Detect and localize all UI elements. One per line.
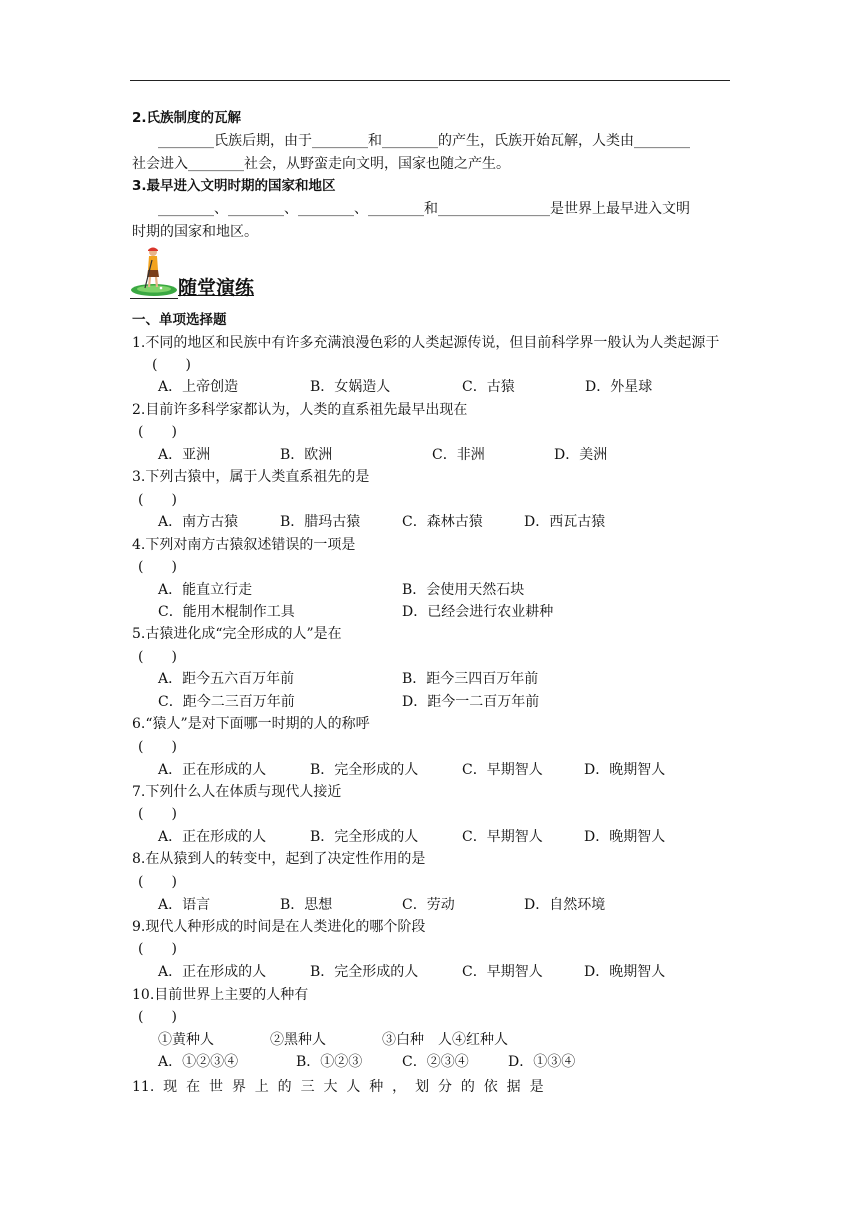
q5-option-a: A．距今五六百万年前: [158, 671, 295, 687]
q8-option-a: A．语言: [158, 897, 211, 913]
q3-option-c: C．森林古猿: [402, 514, 483, 530]
question-6-paren: ( ): [138, 739, 177, 755]
q8-option-b: B．思想: [280, 897, 333, 913]
question-5-paren: ( ): [138, 649, 177, 665]
q8-option-d: D．自然环境: [524, 897, 606, 913]
question-7-paren: ( ): [138, 806, 177, 822]
q10-option-d: D．①③④: [508, 1054, 576, 1070]
q1-option-a: A．上帝创造: [158, 379, 239, 395]
q6-option-a: A．正在形成的人: [158, 762, 267, 778]
q5-option-b: B．距今三四百万年前: [402, 671, 539, 687]
question-8-stem: 8.在从猿到人的转变中，起到了决定性作用的是: [132, 851, 426, 867]
q6-option-d: D．晚期智人: [584, 762, 666, 778]
q4-option-b: B．会使用天然石块: [402, 582, 525, 598]
q2-option-b: B．欧洲: [280, 447, 333, 463]
question-5-stem: 5.古猿进化成“完全形成的人”是在: [132, 626, 342, 642]
q10-option-b: B．①②③: [296, 1054, 363, 1070]
section-rule: [130, 298, 178, 299]
question-9-paren: ( ): [138, 941, 177, 957]
q1-option-b: B．女娲造人: [310, 379, 391, 395]
header-rule: [130, 80, 730, 81]
question-2-stem: 2.目前许多科学家都认为，人类的直系祖先最早出现在: [132, 402, 468, 418]
q6-option-c: C．早期智人: [462, 762, 543, 778]
question-11-stem: 11. 现 在 世 界 上 的 三 大 人 种 ， 划 分 的 依 据 是: [132, 1079, 544, 1095]
question-3-paren: ( ): [138, 492, 177, 508]
part2-line2: 社会进入________社会，从野蛮走向文明，国家也随之产生。: [132, 156, 510, 172]
q8-option-c: C．劳动: [402, 897, 455, 913]
q10-items: ①黄种人 ②黑种人 ③白种 人④红种人: [158, 1032, 508, 1048]
q5-option-d: D．距今一二百万年前: [402, 694, 540, 710]
question-1-paren: ( ): [152, 357, 191, 373]
q2-option-a: A．亚洲: [158, 447, 211, 463]
question-3-stem: 3.下列古猿中，属于人类直系祖先的是: [132, 469, 370, 485]
question-9-stem: 9.现代人种形成的时间是在人类进化的哪个阶段: [132, 919, 426, 935]
q6-option-b: B．完全形成的人: [310, 762, 419, 778]
part2-line1: ________氏族后期，由于________和________的产生，氏族开始瓦解，人类由________: [158, 133, 690, 149]
part3-line2: 时期的国家和地区。: [132, 224, 258, 240]
q1-option-c: C．古猿: [462, 379, 515, 395]
question-1-stem: 1.不同的地区和民族中有许多充满浪漫色彩的人类起源传说，但目前科学界一般认为人类起源于: [132, 335, 720, 351]
part3-heading: 3.最早进入文明时期的国家和地区: [132, 178, 336, 194]
question-8-paren: ( ): [138, 874, 177, 890]
q4-option-a: A．能直立行走: [158, 582, 253, 598]
q3-option-a: A．南方古猿: [158, 514, 239, 530]
question-4-paren: ( ): [138, 559, 177, 575]
q7-option-c: C．早期智人: [462, 829, 543, 845]
q3-option-d: D．西瓦古猿: [524, 514, 606, 530]
q9-option-b: B．完全形成的人: [310, 964, 419, 980]
q4-option-c: C．能用木棍制作工具: [158, 604, 295, 620]
q4-option-d: D．已经会进行农业耕种: [402, 604, 554, 620]
q10-option-c: C．②③④: [402, 1054, 469, 1070]
section-title: 随堂演练: [178, 277, 255, 299]
question-10-stem: 10.目前世界上主要的人种有: [132, 987, 309, 1003]
question-4-stem: 4.下列对南方古猿叙述错误的一项是: [132, 537, 356, 553]
q2-option-d: D．美洲: [554, 447, 608, 463]
question-10-paren: ( ): [138, 1009, 177, 1025]
q1-option-d: D．外星球: [585, 379, 653, 395]
part3-line1: ________、________、________、________和________________是世界上最早进入文明: [158, 201, 690, 217]
q9-option-a: A．正在形成的人: [158, 964, 267, 980]
part2-heading: 2.氏族制度的瓦解: [132, 110, 242, 126]
q10-option-a: A．①②③④: [158, 1054, 239, 1070]
question-7-stem: 7.下列什么人在体质与现代人接近: [132, 784, 342, 800]
q7-option-a: A．正在形成的人: [158, 829, 267, 845]
q5-option-c: C．距今二三百万年前: [158, 694, 295, 710]
question-6-stem: 6.“猿人”是对下面哪一时期的人的称呼: [132, 716, 370, 732]
q7-option-b: B．完全形成的人: [310, 829, 419, 845]
question-2-paren: ( ): [138, 424, 177, 440]
subsection-title: 一、单项选择题: [132, 312, 227, 328]
golfer-icon: [130, 244, 180, 300]
q9-option-d: D．晚期智人: [584, 964, 666, 980]
q9-option-c: C．早期智人: [462, 964, 543, 980]
q3-option-b: B．腊玛古猿: [280, 514, 361, 530]
q2-option-c: C．非洲: [432, 447, 485, 463]
q7-option-d: D．晚期智人: [584, 829, 666, 845]
